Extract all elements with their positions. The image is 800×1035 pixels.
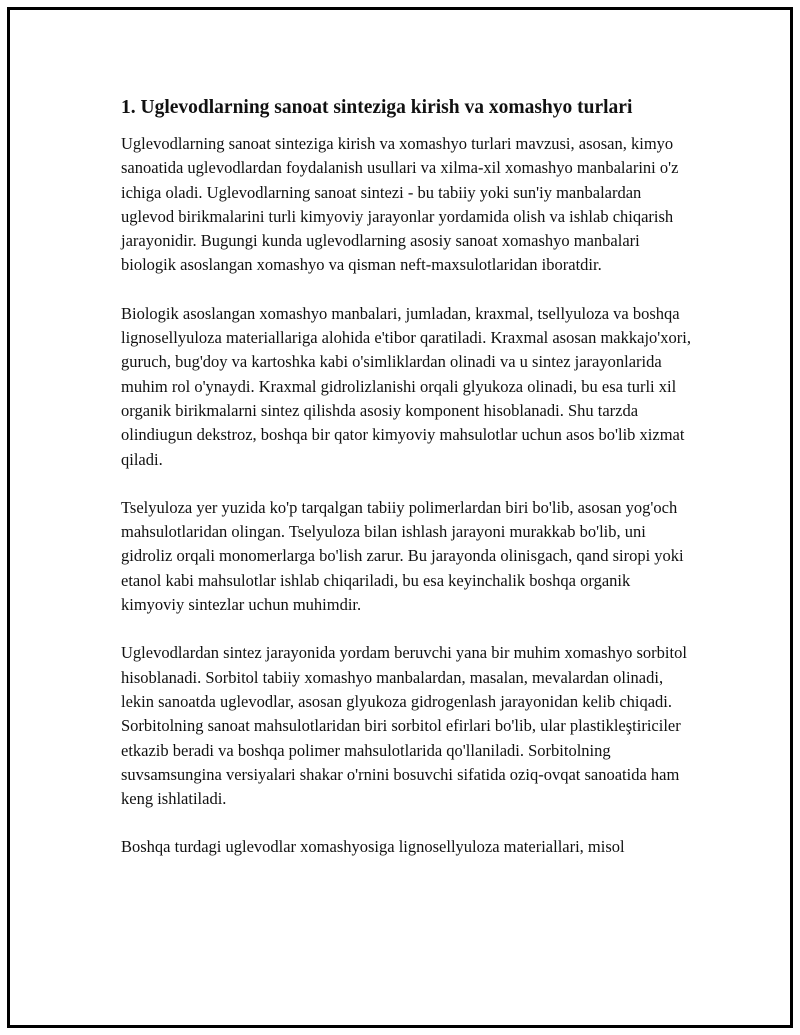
document-body <box>121 96 696 884</box>
paragraph-intro: Uglevodlarning sanoat sinteziga kirish va xomashyo turlari mavzusi, asosan, kimyo sanoatida uglevodlardan foydalanish usullari va xilma-xil xomashyo manbalarini o'z ichiga oladi. Uglevodlarning sanoat sintezi - bu tabiiy yoki sun'iy manbalardan uglevod birikmalarini turli kimyoviy jarayonlar yordamida olish va ishlab chiqarish jarayonidir. Bugungi kunda uglevodlarning asosiy sanoat xomashyo manbalari biologik asoslangan xomashyo va qisman neft-maxsulotlaridan iboratdir. <box>121 134 679 275</box>
paragraph-biological-sources: Biologik asoslangan xomashyo manbalari, jumladan, kraxmal, tsellyuloza va boshqa lignosellyuloza materiallariga alohida e'tibor qaratiladi. Kraxmal asosan makkajo'xori, guruch, bug'doy va kartoshka kabi o'simliklardan olinadi va u sintez jarayonlarida muhim rol o'ynaydi. Kraxmal gidrolizlanishi orqali glyukoza olinadi, bu esa turli xil organik birikmalarni sintez qilishda asosiy komponent hisoblanadi. Shu tarzda olindiugun dekstroz, boshqa bir qator kimyoviy mahsulotlar uchun asos bo'lib xizmat qiladi. <box>121 303 691 469</box>
paragraph-cellulose: Tselyuloza yer yuzida ko'p tarqalgan tabiiy polimerlardan biri bo'lib, asosan yog'och mahsulotlaridan olingan. Tselyuloza bilan ishlash jarayoni murakkab bo'lib, uni gidroliz orqali monomerlarga bo'lish zarur. Bu jarayonda olinisgach, qand siropi yoki etanol kabi mahsulotlar ishlab chiqariladi, bu esa keyinchalik boshqa organik kimyoviy sintezlar uchun muhimdir. <box>121 497 684 615</box>
page-frame <box>7 7 793 1028</box>
section-heading: 1. Uglevodlarning sanoat sinteziga kirish va xomashyo turlari <box>121 97 633 118</box>
paragraph-lignocellulose: Boshqa turdagi uglevodlar xomashyosiga lignosellyuloza materiallari, misol <box>121 837 625 857</box>
paragraph-sorbitol: Uglevodlardan sintez jarayonida yordam beruvchi yana bir muhim xomashyo sorbitol hisoblanadi. Sorbitol tabiiy xomashyo manbalardan, masalan, mevalardan olinadi, lekin sanoatda uglevodlar, asosan glyukoza gidrogenlash jarayonidan kelib chiqadi. Sorbitolning sanoat mahsulotlaridan biri sorbitol efirlari bo'lib, ular plastikleştiriciler etkazib beradi va boshqa polimer mahsulotlarida qo'llaniladi. Sorbitolning suvsamsungina versiyalari shakar o'rnini bosuvchi sifatida oziq-ovqat sanoatida ham keng ishlatiladi. <box>121 643 687 809</box>
